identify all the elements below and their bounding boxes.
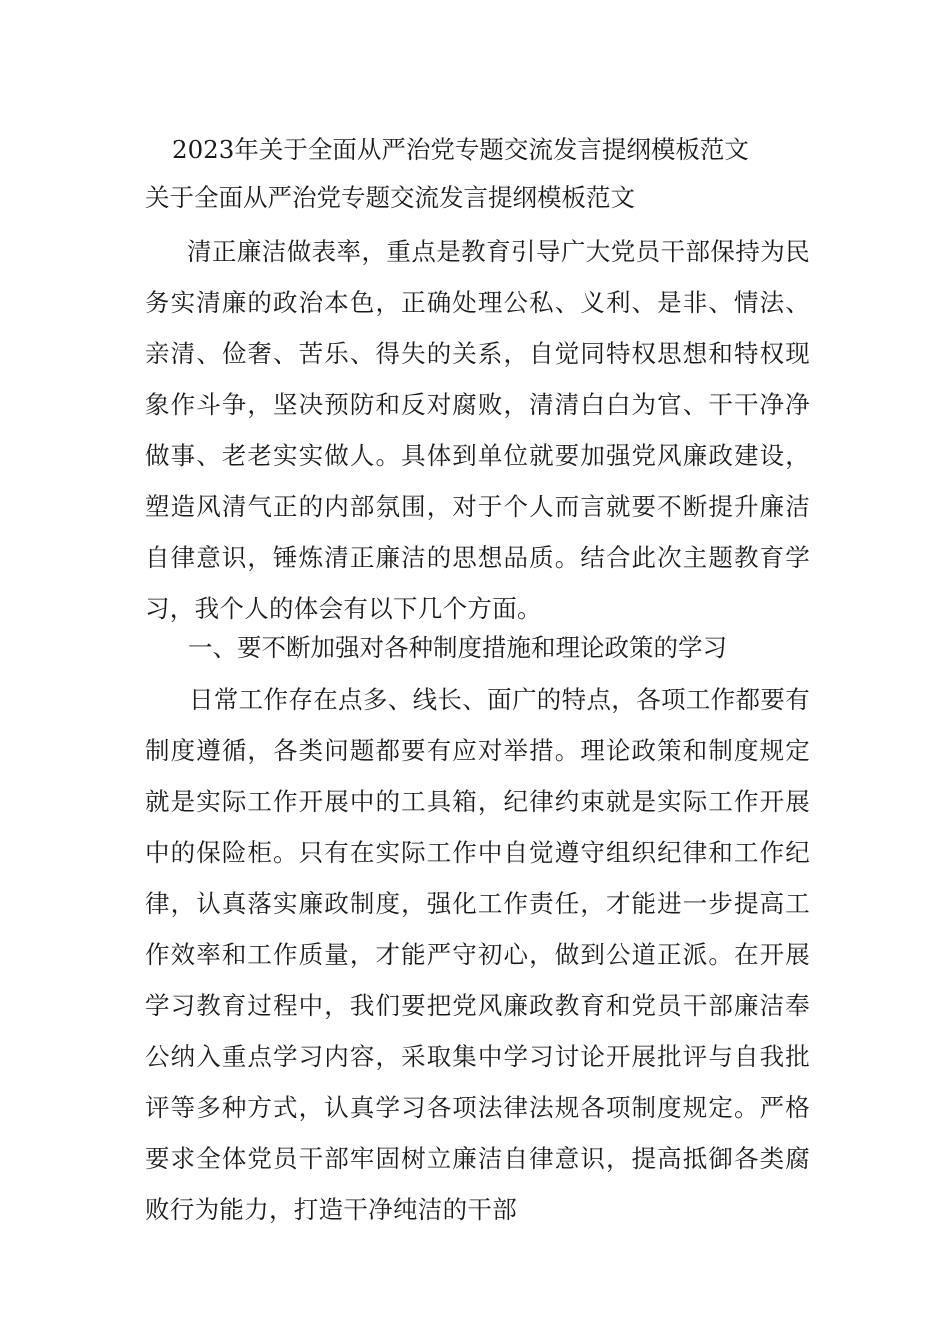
paragraph-intro: 清正廉洁做表率，重点是教育引导广大党员干部保持为民务实清廉的政治本色，正确处理公私、义利、是非、情法、亲清、俭奢、苦乐、得失的关系，自觉同特权思想和特权现象作斗争，坚决预防和反对腐败，清清白白为官、干干净净做事、老老实实做人。具体到单位就要加强党风廉政建设，塑造风清气正的内部氛围，对于个人而言就要不断提升廉洁自律意识，锤炼清正廉洁的思想品质。结合此次主题教育学习，我个人的体会有以下几个方面。 [145,237,810,623]
document-subtitle: 关于全面从严治党专题交流发言提纲模板范文 [145,183,635,212]
paragraph-section-1: 日常工作存在点多、线长、面广的特点，各项工作都要有制度遵循，各类问题都要有应对举措。理论政策和制度规定就是实际工作开展中的工具箱，纪律约束就是实际工作开展中的保险柜。只有在实际工作中自觉遵守组织纪律和工作纪律，认真落实廉政制度，强化工作责任，才能进一步提高工作效率和工作质量，才能严守初心，做到公道正派。在开展学习教育过程中，我们要把党风廉政教育和党员干部廉洁奉公纳入重点学习内容，采取集中学习讨论开展批评与自我批评等多种方式，认真学习各项法律法规各项制度规定。严格要求全体党员干部牢固树立廉洁自律意识，提高抵御各类腐败行为能力，打造干净纯洁的干部 [145,685,810,1224]
section-heading-1: 一、要不断加强对各种制度措施和理论政策的学习 [188,633,727,662]
document-title: 2023年关于全面从严治党专题交流发言提纲模板范文 [172,135,749,164]
